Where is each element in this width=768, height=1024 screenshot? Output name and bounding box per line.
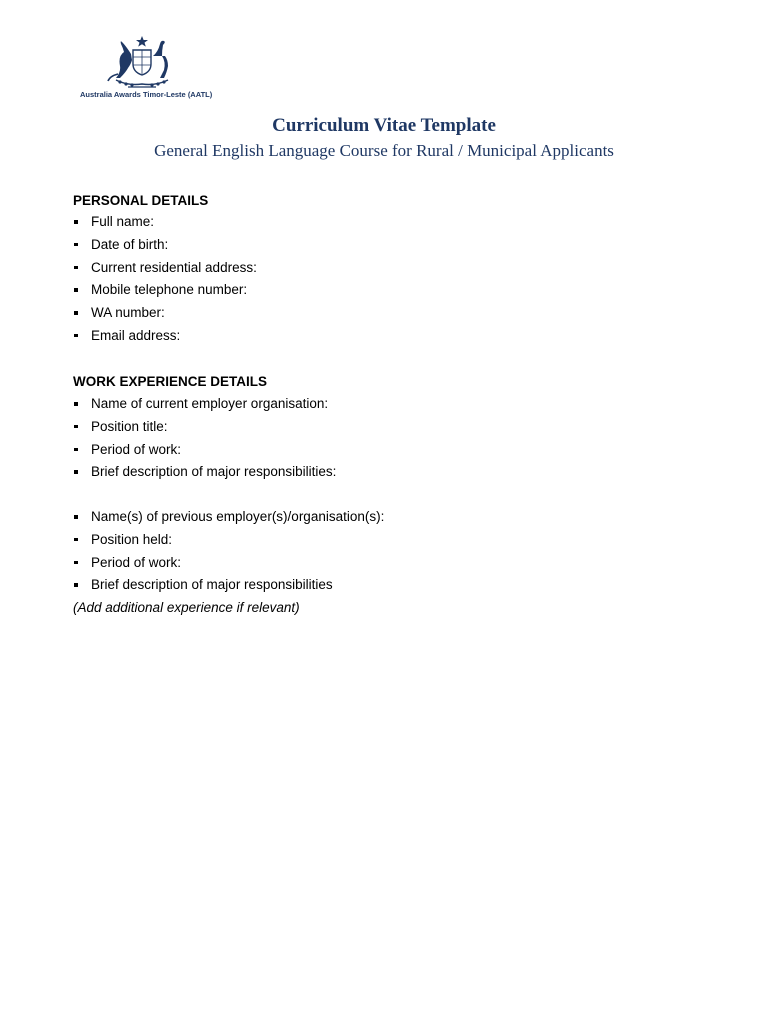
aatl-logo (74, 34, 216, 104)
bullet-icon (74, 311, 78, 315)
list-item-label: Brief description of major responsibilities: (91, 464, 337, 480)
list-item (73, 395, 336, 418)
additional-experience-note: (Add additional experience if relevant) (73, 600, 300, 615)
list-item-label: Full name: (91, 214, 155, 229)
bullet-icon (74, 266, 78, 270)
list-item (73, 463, 336, 486)
previous-employment-list (73, 508, 384, 599)
list-item (73, 554, 384, 577)
list-item-label: Position title: (91, 418, 168, 434)
list-item-label: Brief description of major responsibilities (91, 577, 333, 593)
bullet-icon (74, 583, 78, 587)
list-item (73, 281, 257, 304)
list-item (73, 327, 257, 350)
bullet-icon (74, 243, 78, 247)
bullet-icon (74, 220, 78, 224)
bullet-icon (74, 402, 78, 406)
list-item-label: Current residential address: (91, 259, 257, 275)
list-item (73, 508, 384, 531)
list-item (73, 531, 384, 554)
bullet-icon (74, 561, 78, 565)
list-item-label: Date of birth: (91, 236, 169, 252)
bullet-icon (74, 515, 78, 519)
bullet-icon (74, 425, 78, 429)
list-item (73, 259, 257, 282)
document-subtitle: General English Language Course for Rural / Municipal Applicants (154, 141, 614, 160)
list-item (73, 441, 336, 464)
list-item-label: Name(s) of previous employer(s)/organisation(s): (91, 509, 385, 524)
logo-caption: Australia Awards Timor-Leste (AATL) (80, 90, 213, 99)
list-item-label: Mobile telephone number: (91, 282, 248, 298)
coat-of-arms-icon (104, 34, 180, 90)
list-item (73, 576, 384, 599)
list-item-label: Period of work: (91, 441, 182, 457)
personal-details-list (73, 213, 257, 350)
list-item-label: WA number: (91, 305, 165, 321)
bullet-icon (74, 448, 78, 452)
bullet-icon (74, 538, 78, 542)
list-item (73, 304, 257, 327)
document-title: Curriculum Vitae Template (272, 115, 496, 136)
list-item-label: Email address: (91, 327, 181, 343)
bullet-icon (74, 288, 78, 292)
list-item (73, 418, 336, 441)
list-item (73, 213, 257, 236)
personal-details-heading: PERSONAL DETAILS (73, 193, 209, 208)
work-experience-heading: WORK EXPERIENCE DETAILS (73, 374, 268, 389)
list-item-label: Period of work: (91, 554, 182, 570)
current-employment-list (73, 395, 336, 486)
bullet-icon (74, 470, 78, 474)
bullet-icon (74, 334, 78, 338)
list-item-label: Name of current employer organisation: (91, 396, 329, 411)
list-item (73, 236, 257, 259)
list-item-label: Position held: (91, 531, 173, 547)
